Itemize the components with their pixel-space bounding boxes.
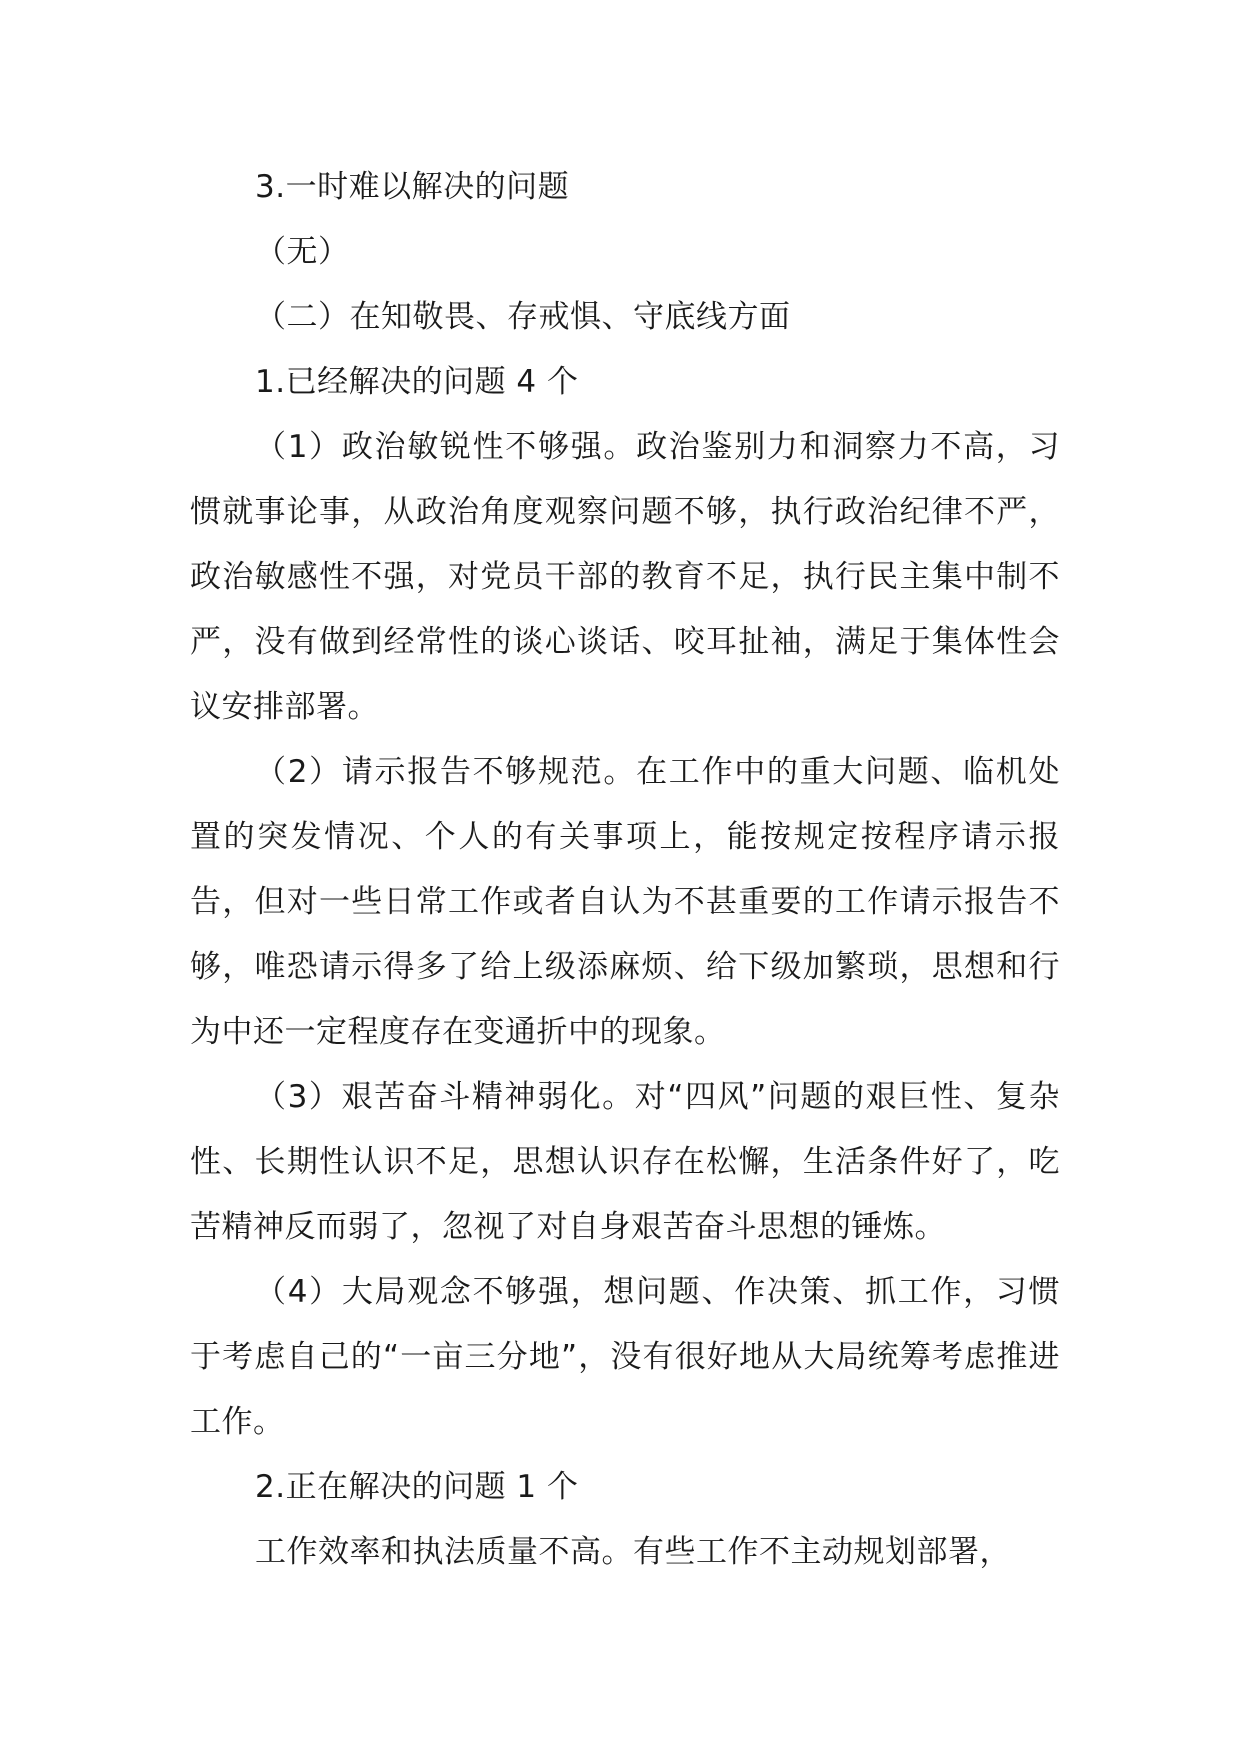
heading-solved-problems: 1.已经解决的问题 4 个 — [255, 364, 579, 400]
document-body — [190, 155, 1060, 1585]
paragraph-efficiency: 工作效率和执法质量不高。有些工作不主动规划部署， — [255, 1534, 1011, 1570]
paragraph-none: （无） — [255, 234, 350, 270]
heading-solving-problems: 2.正在解决的问题 1 个 — [255, 1469, 579, 1505]
section-heading-awe-discipline: （二）在知敬畏、存戒惧、守底线方面 — [255, 299, 791, 335]
heading-unsolved-problems: 3.一时难以解决的问题 — [255, 169, 570, 205]
paragraph-item-1: （1）政治敏锐性不够强。政治鉴别力和洞察力不高，习惯就事论事，从政治角度观察问题不够，执行政治纪律不严，政治敏感性不强，对党员干部的教育不足，执行民主集中制不严，没有做到经常性的谈心谈话、咬耳扯袖，满足于集体性会议安排部署。 — [190, 429, 1060, 725]
paragraph-item-4: （4）大局观念不够强，想问题、作决策、抓工作，习惯于考虑自己的“一亩三分地”，没有很好地从大局统筹考虑推进工作。 — [190, 1274, 1060, 1440]
paragraph-item-2: （2）请示报告不够规范。在工作中的重大问题、临机处置的突发情况、个人的有关事项上，能按规定按程序请示报告，但对一些日常工作或者自认为不甚重要的工作请示报告不够，唯恐请示得多了给上级添麻烦、给下级加繁琐，思想和行为中还一定程度存在变通折中的现象。 — [190, 754, 1060, 1050]
paragraph-item-3: （3）艰苦奋斗精神弱化。对“四风”问题的艰巨性、复杂性、长期性认识不足，思想认识存在松懈，生活条件好了，吃苦精神反而弱了，忽视了对自身艰苦奋斗思想的锤炼。 — [190, 1079, 1060, 1245]
